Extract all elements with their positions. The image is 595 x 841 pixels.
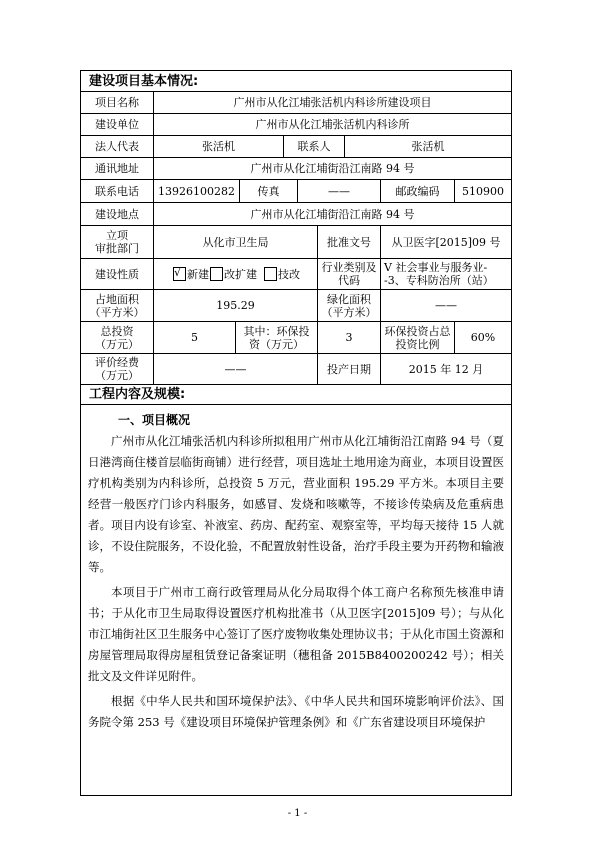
green-value: —— xyxy=(381,290,511,322)
approval-dept-label-line1: 立项 xyxy=(106,229,128,242)
address-value: 广州市从化江埔街沿江南路 94 号 xyxy=(154,158,511,180)
nature-option-expand-label: 改扩建 xyxy=(224,267,257,281)
area-label xyxy=(81,290,154,322)
paragraph-1: 广州市从化江埔张活机内科诊所拟租用广州市从化江埔街沿江南路 94 号（夏日港湾商住楼首层临街商铺）进行经营，项目选址土地用途为商业，本项目设置医疗机构类别为内科诊所，总投资 5 万元，营业面积 195.29 平方米。本项目主要经营一般医疗门诊内科服务，如感冒、发烧和咳嗽等，不接诊传染病及危重病患者。项目内设有诊室、补液室、药房、配药室、观察室等，平均每天接待 15 人就诊，不设住院服务，不设化验，不配置放射性设备，治疗手段主要为开药物和输液等。 xyxy=(88,434,504,574)
phone-label: 联系电话 xyxy=(81,180,154,203)
approval-dept-label-line2: 审批部门 xyxy=(95,242,139,255)
project-name-label: 项目名称 xyxy=(81,92,154,114)
green-label xyxy=(318,290,381,322)
cost-label xyxy=(81,354,154,385)
industry-value: V 社会事业与服务业--3、专科防治所（站） xyxy=(381,259,511,290)
area-label-line2: （平方米） xyxy=(89,305,145,319)
builder-label: 建设单位 xyxy=(81,114,154,136)
green-label-line2: （平方米） xyxy=(321,305,377,319)
paragraph-2: 本项目于广州市工商行政管理局从化分局取得个体工商户名称预先核准申请书；于从化市卫生局取得设置医疗机构批准书（从卫医字[2015]09 号）；与从化市江埔街社区卫生服务中心签订了医疗废物收集处理协议书；于从化市国土资源和房屋管理局取得房屋租赁登记备案证明（穗租备 2015B8400200242 号）；相关批文及文件详见附件。 xyxy=(88,585,504,683)
env-ratio-value: 60% xyxy=(455,322,511,354)
env-invest-value: 3 xyxy=(318,322,381,354)
legal-rep-label: 法人代表 xyxy=(81,136,154,158)
nature-options xyxy=(154,259,318,290)
checkbox-checked-icon[interactable] xyxy=(173,267,186,281)
area-label-line1: 占地面积 xyxy=(95,292,139,306)
subsection-title: 一、项目概况 xyxy=(118,413,191,427)
start-date-label: 投产日期 xyxy=(318,354,381,385)
project-name-value: 广州市从化江埔张活机内科诊所建设项目 xyxy=(154,92,511,114)
industry-label: 行业类别及代码 xyxy=(318,259,381,290)
postcode-label: 邮政编码 xyxy=(381,180,455,203)
address-label: 通讯地址 xyxy=(81,158,154,180)
nature-option-new[interactable] xyxy=(172,267,209,281)
paragraph-3: 根据《中华人民共和国环境保护法》、《中华人民共和国环境影响评价法》、国务院令第 253 号《建设项目环境保护管理条例》和《广东省建设项目环境保护 xyxy=(88,694,504,729)
start-date-value: 2015 年 12 月 xyxy=(381,354,511,385)
area-value: 195.29 xyxy=(154,290,318,322)
site-label: 建设地点 xyxy=(81,203,154,226)
section-title-scope: 工程内容及规模: xyxy=(81,385,511,405)
green-label-line1: 绿化面积 xyxy=(327,292,371,306)
contact-value: 张活机 xyxy=(345,136,511,158)
section-title-basic-info: 建设项目基本情况: xyxy=(81,72,511,92)
fax-value: —— xyxy=(298,180,381,203)
checkbox-icon[interactable] xyxy=(210,267,223,281)
env-invest-label: 其中：环保投资（万元） xyxy=(236,322,318,354)
approval-dept-value: 从化市卫生局 xyxy=(154,226,318,259)
site-value: 广州市从化江埔街沿江南路 94 号 xyxy=(154,203,511,226)
contact-label: 联系人 xyxy=(284,136,345,158)
nature-label: 建设性质 xyxy=(81,259,154,290)
checkbox-icon[interactable] xyxy=(264,267,277,281)
nature-option-expand[interactable] xyxy=(209,267,257,281)
page-number: - 1 - xyxy=(287,808,308,819)
approval-no-label: 批准文号 xyxy=(318,226,381,259)
phone-value: 13926100282 xyxy=(154,180,240,203)
approval-no-value: 从卫医字[2015]09 号 xyxy=(381,226,511,259)
nature-option-tech[interactable] xyxy=(263,267,300,281)
legal-rep-value: 张活机 xyxy=(154,136,284,158)
nature-option-tech-label: 技改 xyxy=(278,267,300,281)
invest-label xyxy=(81,322,154,354)
invest-label-line1: 总投资 xyxy=(100,324,134,338)
nature-option-new-label: 新建 xyxy=(187,267,209,281)
cost-label-line2: （万元） xyxy=(95,369,139,382)
postcode-value: 510900 xyxy=(455,180,511,203)
cost-label-line1: 评价经费 xyxy=(95,356,139,369)
env-ratio-label: 环保投资占总投资比例 xyxy=(381,322,455,354)
body-text xyxy=(88,431,504,733)
invest-label-line2: （万元） xyxy=(95,337,139,351)
builder-value: 广州市从化江埔张活机内科诊所 xyxy=(154,114,511,136)
approval-dept-label xyxy=(81,226,154,259)
invest-value: 5 xyxy=(154,322,236,354)
fax-label: 传真 xyxy=(240,180,298,203)
cost-value: —— xyxy=(154,354,318,385)
